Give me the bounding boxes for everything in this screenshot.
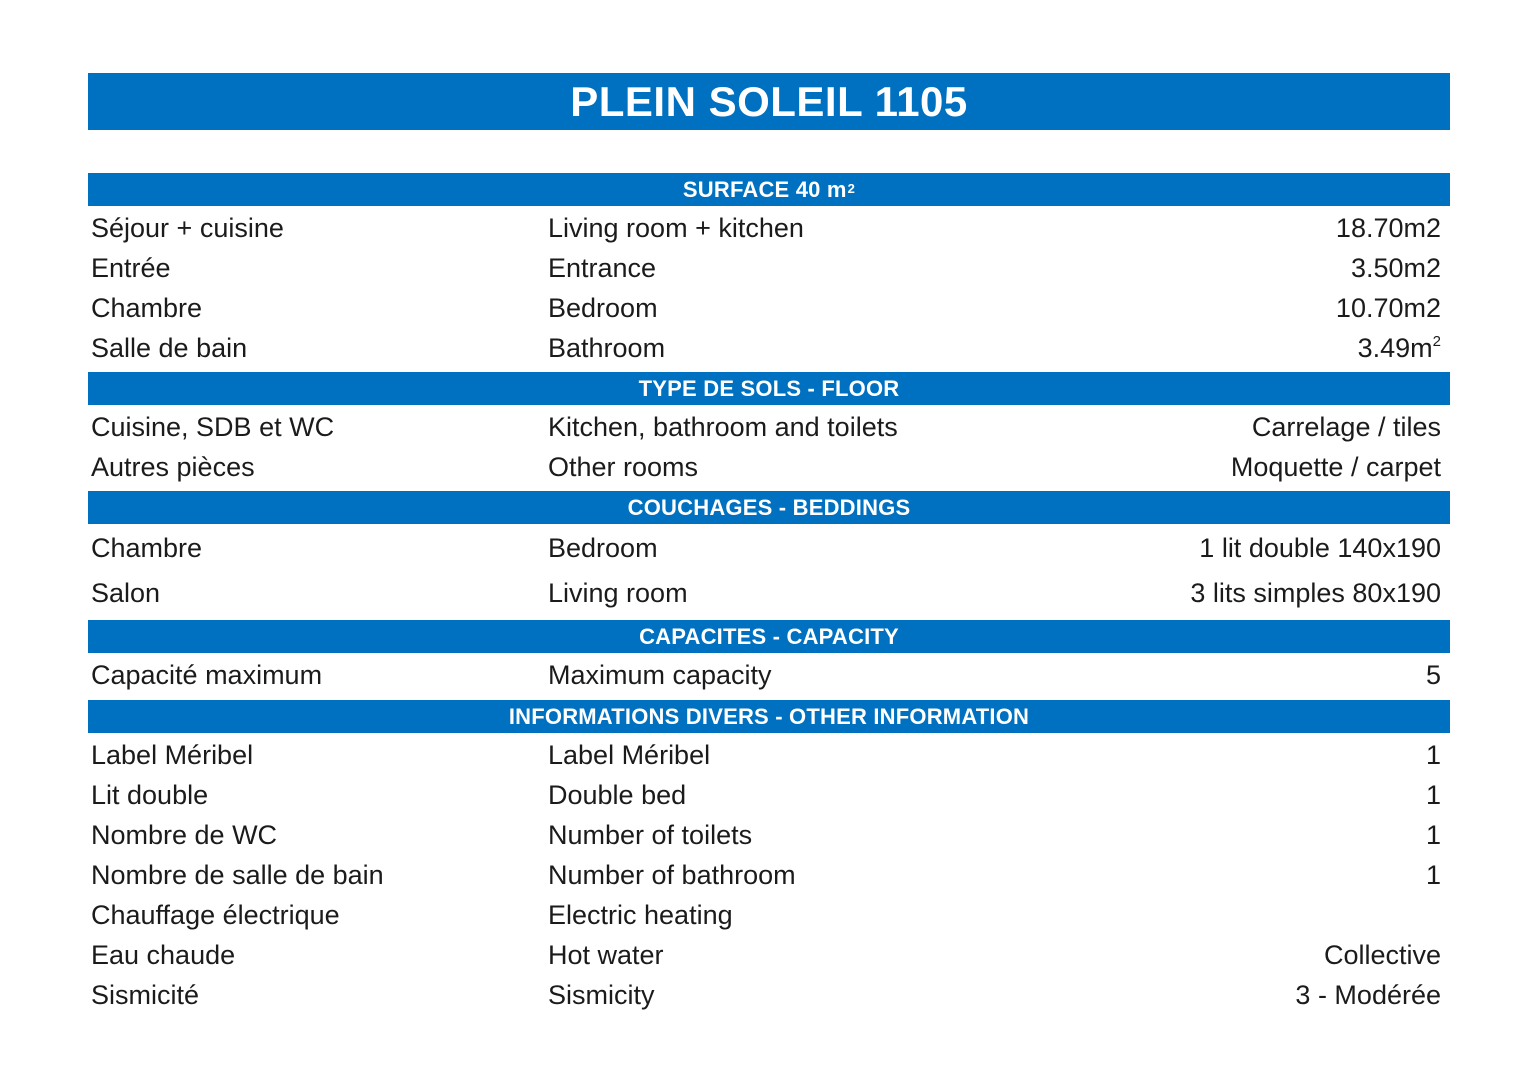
section-rows [88,405,1450,487]
section-header-beddings [88,491,1450,524]
section-header-label: TYPE DE SOLS - FLOOR [638,375,900,401]
label-en: Bedroom [548,533,658,563]
row-value: 3 - Modérée [1295,979,1441,1010]
table-row [88,975,1450,1015]
section-other-information [88,700,1450,1015]
section-header-floors [88,372,1450,405]
table-row [88,895,1450,935]
label-en: Number of bathroom [548,859,796,890]
label-fr: Label Méribel [91,739,254,770]
label-en: Kitchen, bathroom and toilets [548,411,898,442]
row-value: 3 lits simples 80x190 [1190,578,1441,608]
row-value: Carrelage / tiles [1251,411,1441,442]
section-beddings [88,491,1450,616]
label-fr: Salle de bain [91,332,248,363]
section-floors [88,372,1450,487]
label-en: Sismicity [548,979,655,1010]
section-capacity [88,620,1450,696]
label-en: Other rooms [548,451,699,482]
row-value: Collective [1323,939,1441,970]
label-en: Living room [548,578,688,608]
label-en: Hot water [548,939,664,970]
section-rows [88,733,1450,1015]
table-row [88,208,1450,248]
row-value: 1 [1425,779,1441,810]
label-fr: Séjour + cuisine [91,212,284,243]
table-row [88,288,1450,328]
table-row [88,328,1450,368]
section-header-label: SURFACE 40 m [682,176,847,202]
table-row [88,447,1450,487]
row-value: 1 [1425,739,1441,770]
table-row [88,248,1450,288]
label-fr: Entrée [91,252,171,283]
label-fr: Cuisine, SDB et WC [91,411,335,442]
table-row [88,935,1450,975]
section-header-other-information [88,700,1450,733]
table-row [88,655,1450,696]
label-fr: Chambre [91,533,203,563]
row-value: 3.50m2 [1350,252,1441,283]
section-rows [88,206,1450,368]
section-surface [88,173,1450,368]
label-en: Double bed [548,779,687,810]
row-value: 1 [1425,859,1441,890]
label-en: Electric heating [548,899,733,930]
row-value: Moquette / carpet [1230,451,1441,482]
label-en: Living room + kitchen [548,212,804,243]
label-fr: Autres pièces [91,451,255,482]
table-row [88,407,1450,447]
label-en: Entrance [548,252,657,283]
row-value: $3.49m^2$ [1357,332,1441,363]
page-title: PLEIN SOLEIL 1105 [570,77,968,125]
row-value: 1 [1425,819,1441,850]
label-en: Label Méribel [548,739,711,770]
section-header-label: COUCHAGES - BEDDINGS [627,494,911,520]
label-fr: Nombre de WC [91,819,278,850]
label-fr: Salon [91,578,161,608]
label-fr: Sismicité [91,979,200,1010]
table-row [88,735,1450,775]
section-header-surface: SURFACE 40 m $^2$ [88,173,1450,206]
label-fr: Nombre de salle de bain [91,859,384,890]
label-fr: Eau chaude [91,939,236,970]
row-value: 10.70m2 [1335,292,1441,323]
label-en: Bathroom [548,332,666,363]
table-row [88,526,1450,571]
label-en: Number of toilets [548,819,753,850]
table-row [88,775,1450,815]
table-row [88,571,1450,616]
superscript: 2 [1432,332,1441,350]
label-fr: Capacité maximum [91,660,323,690]
section-rows [88,653,1450,696]
document-title-bar [88,73,1450,130]
label-fr: Lit double [91,779,209,810]
table-row [88,815,1450,855]
label-fr: Chambre [91,292,203,323]
section-rows [88,524,1450,616]
label-en: Bedroom [548,292,658,323]
section-header-label: INFORMATIONS DIVERS - OTHER INFORMATION [508,703,1030,729]
row-value: 1 lit double 140x190 [1199,533,1441,563]
table-row [88,855,1450,895]
row-value: 5 [1425,660,1441,690]
property-info-sheet [88,73,1450,1015]
label-fr: Chauffage électrique [91,899,340,930]
section-header-capacity [88,620,1450,653]
label-en: Maximum capacity [548,660,772,690]
section-header-label: CAPACITES - CAPACITY [639,623,899,649]
row-value: 18.70m2 [1335,212,1441,243]
